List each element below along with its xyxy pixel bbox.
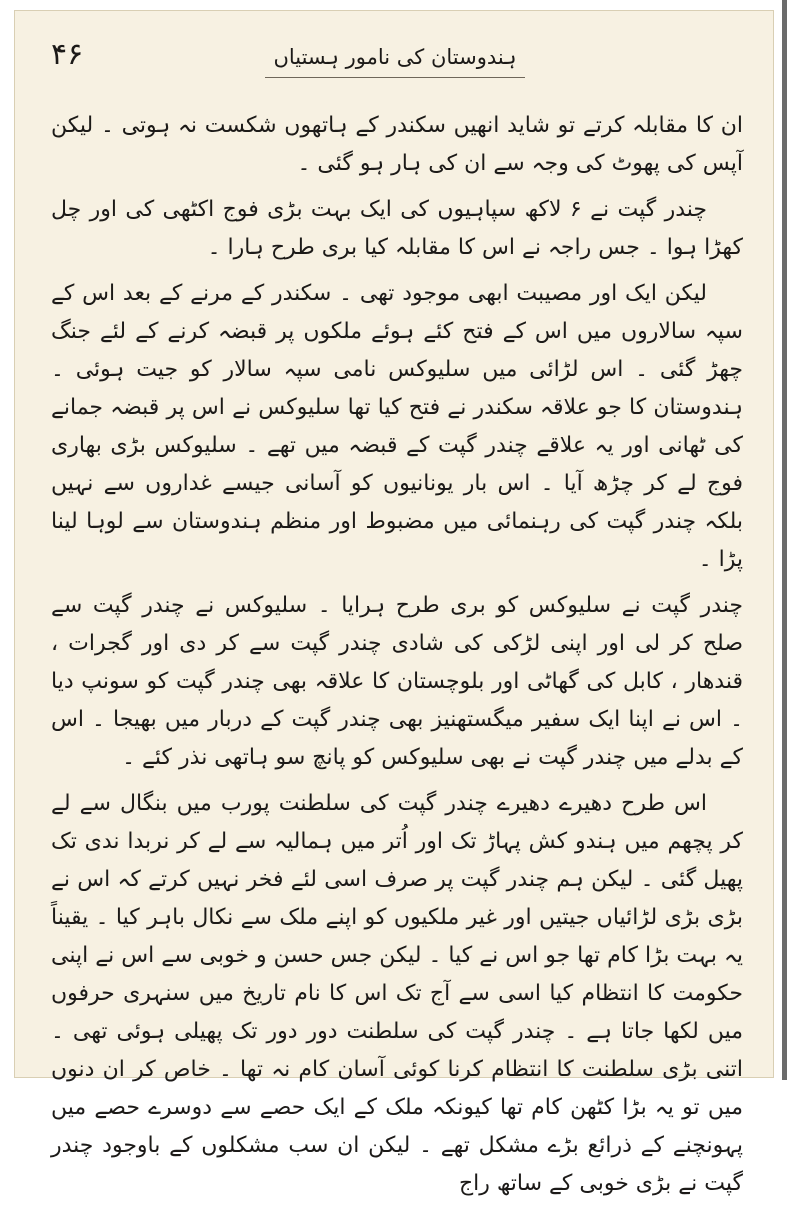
page-body xyxy=(51,107,743,1211)
book-page xyxy=(14,10,774,1196)
header-rule xyxy=(265,77,525,78)
running-header: ہندوستان کی نامور ہستیاں xyxy=(273,45,517,69)
page-number: ۴۶ xyxy=(51,37,84,72)
page-edge-shadow xyxy=(782,0,787,1080)
paragraph-3: لیکن ایک اور مصیبت ابھی موجود تھی ۔ سکندر کے مرنے کے بعد اس کے سپہ سالاروں میں اس کے فتح کئے ہوئے ملکوں پر قبضہ کرنے کے لئے جنگ چھڑ گئی ۔ اس لڑائی میں سلیوکس نامی سپہ سالار کو جیت ہوئی ۔ ہندوستان کا جو علاقہ سکندر نے فتح کیا تھا سلیوکس نے اس پر قبضہ جمانے کی ٹھانی اور یہ علاقے چندر گپت کے قبضہ میں تھے ۔ سلیوکس بڑی بھاری فوج لے کر چڑھ آیا ۔ اس بار یونانیوں کو آسانی جیسے غداروں سے نہیں بلکہ چندر گپت کی رہنمائی میں مضبوط اور منظم ہندوستان سے لوہا لینا پڑا ۔ xyxy=(51,281,743,572)
paragraph-2: چندر گپت نے ۶ لاکھ سپاہیوں کی ایک بہت بڑی فوج اکٹھی کی اور چل کھڑا ہوا ۔ جس راجہ نے اس کا مقابلہ کیا بری طرح ہارا ۔ xyxy=(51,197,743,260)
paragraph-4: چندر گپت نے سلیوکس کو بری طرح ہرایا ۔ سلیوکس نے چندر گپت سے صلح کر لی اور اپنی لڑکی کی شادی چندر گپت سے کر دی اور گجرات ، قندھار ، کابل کی گھاٹی اور بلوچستان کا علاقہ بھی چندر گپت کو سونپ دیا ۔ اس نے اپنا ایک سفیر میگستھنیز بھی چندر گپت کے دربار میں بھیجا ۔ اس کے بدلے میں چندر گپت نے بھی سلیوکس کو پانچ سو ہاتھی نذر کئے ۔ xyxy=(51,593,743,770)
paragraph-5: اس طرح دھیرے دھیرے چندر گپت کی سلطنت پورب میں بنگال سے لے کر پچھم میں ہندو کش پہاڑ تک اور اُتر میں ہمالیہ سے لے کر نربدا ندی تک پھیل گئی ۔ لیکن ہم چندر گپت پر صرف اسی لئے فخر نہیں کرتے کہ اس نے بڑی بڑی لڑائیاں جیتیں اور غیر ملکیوں کو اپنے ملک سے نکال باہر کیا ۔ یقیناً یہ بہت بڑا کام تھا جو اس نے کیا ۔ لیکن جس حسن و خوبی سے اس نے اپنی حکومت کا انتظام کیا اسی سے آج تک اس کا نام تاریخ میں سنہری حرفوں میں لکھا جاتا ہے ۔ چندر گپت کی سلطنت دور دور تک پھیلی ہوئی تھی ۔ اتنی بڑی سلطنت کا انتظام کرنا کوئی آسان کام نہ تھا ۔ خاص کر ان دنوں میں تو یہ بڑا کٹھن کام تھا کیونکہ ملک کے ایک حصے سے دوسرے حصے میں پہونچنے کے ذرائع بڑے مشکل تھے ۔ لیکن ان سب مشکلوں کے باوجود چندر گپت نے بڑی خوبی کے ساتھ راج xyxy=(51,791,743,1196)
paragraph-1: ان کا مقابلہ کرتے تو شاید انھیں سکندر کے ہاتھوں شکست نہ ہوتی ۔ لیکن آپس کی پھوٹ کی وجہ سے ان کی ہار ہو گئی ۔ xyxy=(51,113,743,176)
